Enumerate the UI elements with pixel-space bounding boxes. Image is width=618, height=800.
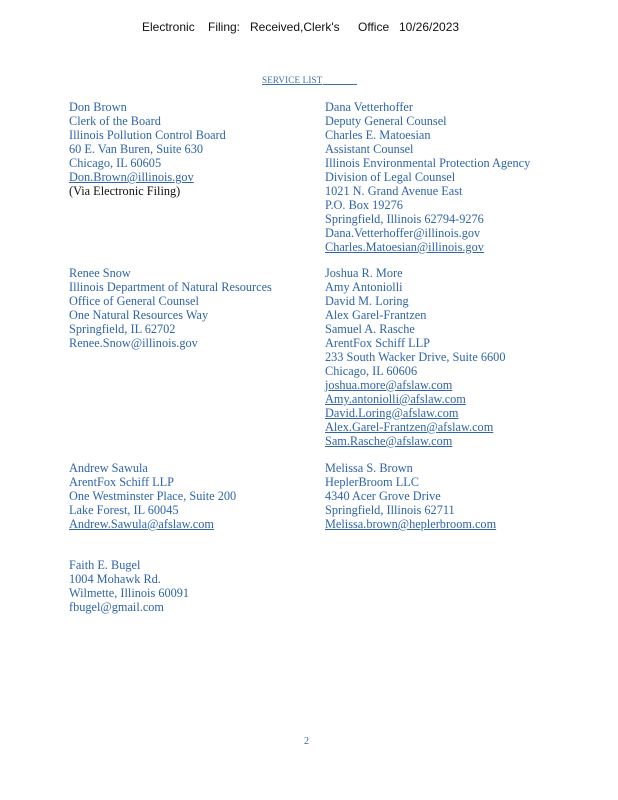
delivery-note: (Via Electronic Filing) [69, 184, 181, 198]
contact-city: Springfield, Illinois 62711 [325, 503, 455, 517]
contact-title: Clerk of the Board [69, 114, 161, 128]
contact-firm: ArentFox Schiff LLP [325, 336, 430, 350]
contact-city: Springfield, Illinois 62794-9276 [325, 212, 484, 226]
contact-city: Lake Forest, IL 60045 [69, 503, 179, 517]
contact-name: Joshua R. More [325, 266, 403, 280]
contact-address: 1004 Mohawk Rd. [69, 572, 161, 586]
page-number: 2 [304, 736, 309, 747]
service-list-title: SERVICE LIST [262, 75, 357, 85]
contact-city: Chicago, IL 60606 [325, 364, 418, 378]
contact-email: Dana.Vetterhoffer@illinois.gov [325, 226, 481, 240]
contact-name-4: Alex Garel-Frantzen [325, 308, 427, 322]
contact-address: 1021 N. Grand Avenue East [325, 184, 463, 198]
contact-city: Wilmette, Illinois 60091 [69, 586, 190, 600]
contact-email-link[interactable]: joshua.more@afslaw.com [325, 378, 453, 392]
contact-name: Renee Snow [69, 266, 131, 280]
contact-city: Chicago, IL 60605 [69, 156, 162, 170]
contact-office: Office of General Counsel [69, 294, 199, 308]
contact-organization: Illinois Environmental Protection Agency [325, 156, 531, 170]
contact-block-don-brown [69, 100, 226, 198]
contact-email-link[interactable]: Andrew.Sawula@afslaw.com [69, 517, 214, 531]
contact-email-link[interactable]: Sam.Rasche@afslaw.com [325, 434, 453, 448]
contact-name: Andrew Sawula [69, 461, 148, 475]
header-date: 10/26/2023 [399, 20, 460, 34]
header-filing: Filing: [208, 20, 241, 34]
header-electronic: Electronic [142, 20, 195, 34]
contact-city: Springfield, IL 62702 [69, 322, 176, 336]
contact-name-5: Samuel A. Rasche [325, 322, 415, 336]
contact-name: Dana Vetterhoffer [325, 100, 413, 114]
header-office: Office [358, 20, 390, 34]
contact-name: Don Brown [69, 100, 127, 114]
contact-name-2: Amy Antoniolli [325, 280, 403, 294]
contact-firm: HeplerBroom LLC [325, 475, 419, 489]
contact-name: Melissa S. Brown [325, 461, 413, 475]
contact-email: fbugel@gmail.com [69, 600, 164, 614]
contact-name-3: David M. Loring [325, 294, 409, 308]
contact-email-link[interactable]: Don.Brown@illinois.gov [69, 170, 194, 184]
contact-block-renee-snow [69, 266, 272, 350]
contact-email-link[interactable]: David.Loring@afslaw.com [325, 406, 459, 420]
contact-name: Faith E. Bugel [69, 558, 141, 572]
header-received: Received,Clerk's [250, 20, 340, 34]
contact-email-link[interactable]: Charles.Matoesian@illinois.gov [325, 240, 484, 254]
contact-email-link[interactable]: Alex.Garel-Frantzen@afslaw.com [325, 420, 494, 434]
contact-block-dana-vetterhoffer [325, 100, 530, 254]
contact-block-andrew-sawula [69, 461, 236, 531]
contact-email-link[interactable]: Amy.antoniolli@afslaw.com [325, 392, 466, 406]
contact-block-melissa-brown [325, 461, 496, 531]
contact-division: Division of Legal Counsel [325, 170, 456, 184]
contact-address: 60 E. Van Buren, Suite 630 [69, 142, 204, 156]
contact-block-faith-bugel [69, 558, 189, 614]
contact-title: Deputy General Counsel [325, 114, 447, 128]
contact-address: One Natural Resources Way [69, 308, 209, 322]
contact-organization: Illinois Department of Natural Resources [69, 280, 272, 294]
contact-organization: Illinois Pollution Control Board [69, 128, 226, 142]
contact-block-joshua-more [325, 266, 505, 448]
contact-email: Renee.Snow@illinois.gov [69, 336, 198, 350]
contact-address: 233 South Wacker Drive, Suite 6600 [325, 350, 506, 364]
contact-title-2: Assistant Counsel [325, 142, 414, 156]
contact-name-2: Charles E. Matoesian [325, 128, 431, 142]
contact-firm: ArentFox Schiff LLP [69, 475, 174, 489]
contact-email-link[interactable]: Melissa.brown@heplerbroom.com [325, 517, 497, 531]
contact-address: 4340 Acer Grove Drive [325, 489, 441, 503]
contact-address: One Westminster Place, Suite 200 [69, 489, 237, 503]
contact-po-box: P.O. Box 19276 [325, 198, 403, 212]
